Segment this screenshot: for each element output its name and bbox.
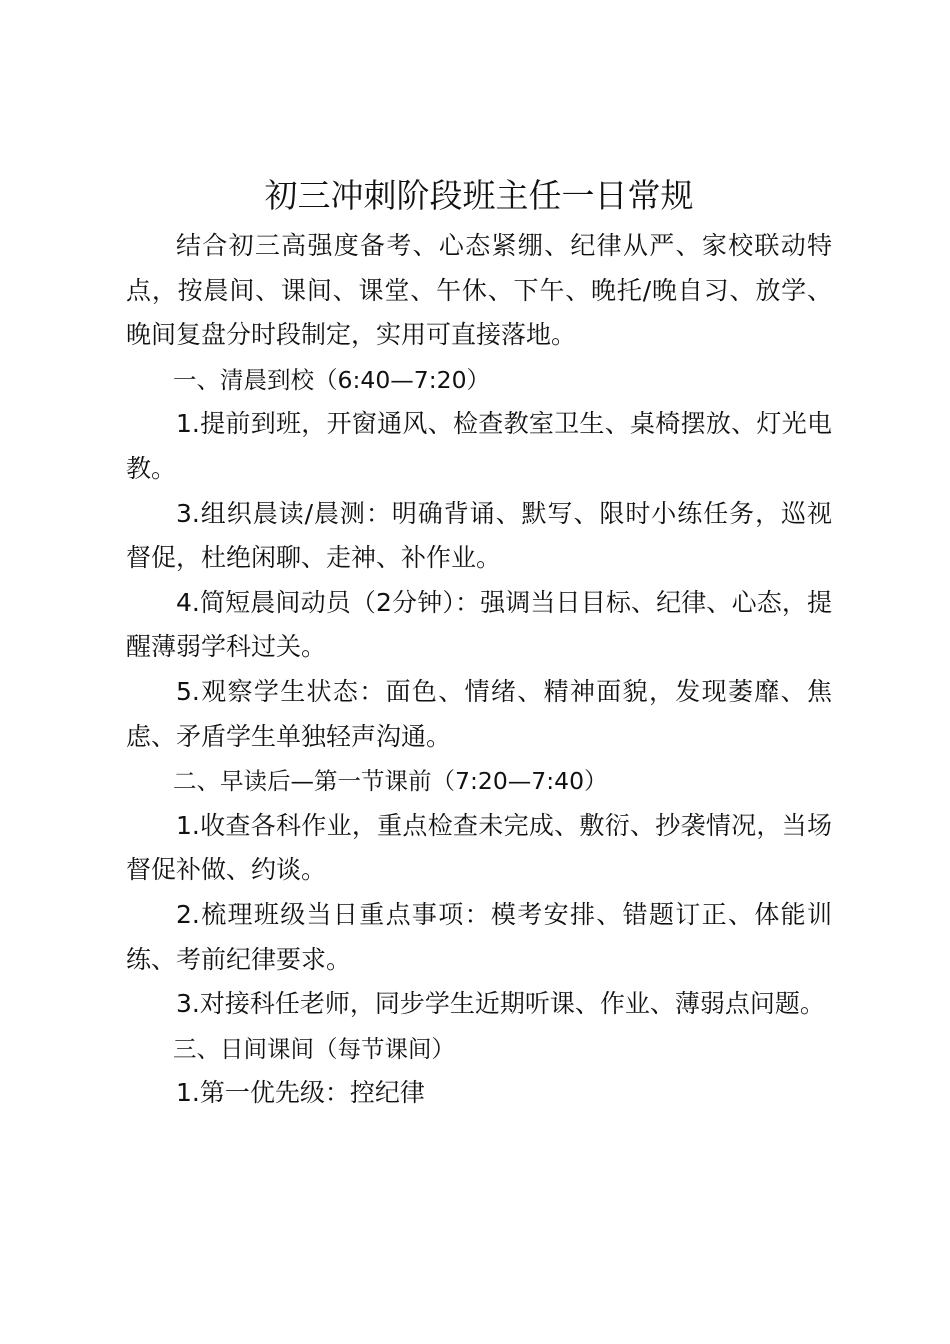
section-heading-3: 三、日间课间（每节课间） — [173, 1034, 455, 1063]
list-item: 1.第一优先级：控纪律 — [176, 1078, 425, 1108]
list-item: 1.收查各科作业，重点检查未完成、敷衍、抄袭情况，当场督促补做、约谈。 — [126, 810, 832, 885]
document-body — [126, 168, 832, 1116]
intro-paragraph: 结合初三高强度备考、心态紧绷、纪律从严、家校联动特点，按晨间、课间、课堂、午休、下午、晚托/晚自习、放学、晚间复盘分时段制定，实用可直接落地。 — [126, 231, 832, 350]
document-title: 初三冲刺阶段班主任一日常规 — [264, 176, 694, 215]
list-item: 5.观察学生状态：面色、情绪、精神面貌，发现萎靡、焦虑、矛盾学生单独轻声沟通。 — [126, 676, 832, 751]
list-item: 3.组织晨读/晨测：明确背诵、默写、限时小练任务，巡视督促，杜绝闲聊、走神、补作业。 — [126, 498, 832, 573]
list-item: 2.梳理班级当日重点事项：模考安排、错题订正、体能训练、考前纪律要求。 — [126, 899, 832, 974]
list-item: 1.提前到班，开窗通风、检查教室卫生、桌椅摆放、灯光电教。 — [126, 409, 832, 483]
list-item: 3.对接科任老师，同步学生近期听课、作业、薄弱点问题。 — [176, 989, 825, 1019]
section-heading-2: 二、早读后—第一节课前（7:20—7:40） — [173, 767, 608, 796]
section-heading-1: 一、清晨到校（6:40—7:20） — [173, 365, 491, 394]
list-item: 4.简短晨间动员（2分钟）：强调当日目标、纪律、心态，提醒薄弱学科过关。 — [126, 587, 832, 662]
